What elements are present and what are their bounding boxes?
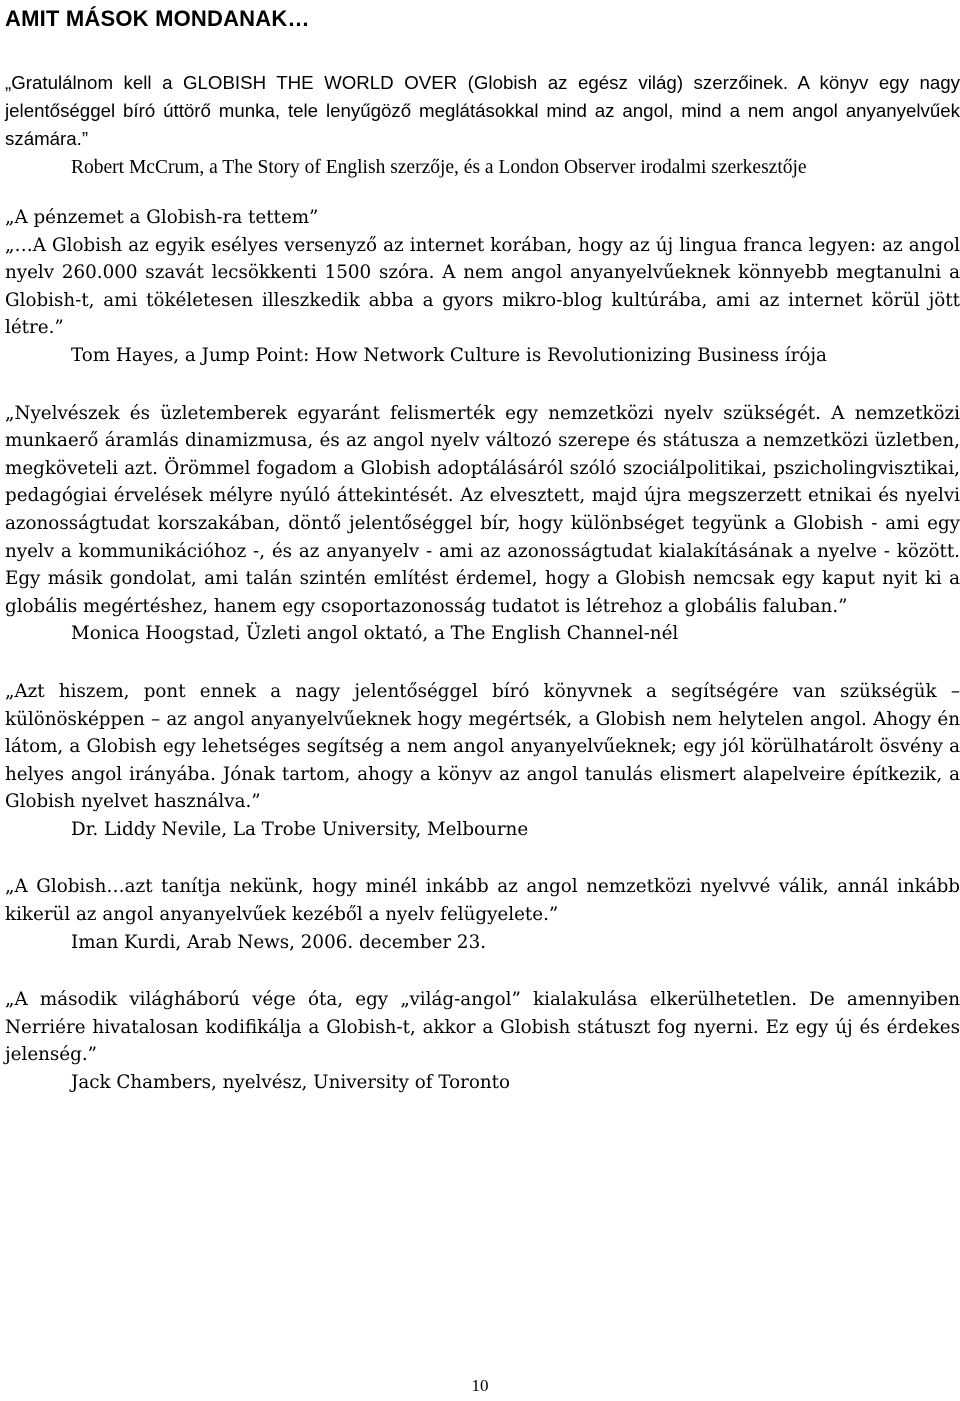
page-title: AMIT MÁSOK MONDANAK… [5,6,310,31]
quote-attribution: Robert McCrum, a The Story of English szerzője, és a London Observer irodalmi szerkesztője [71,157,807,178]
quote-headline: „A pénzemet a Globish-ra tettem” [5,207,319,228]
quote-block-hayes [5,204,960,370]
document-page [5,5,960,1125]
quote-text: „…A Globish az egyik esélyes versenyző az internet korában, hogy az új lingua franca legyen: az angol nyelv 260.000 szavát lecsökkenti 1500 szóra. A nem angol anyanyelvűeknek könnyebb megtanulni a Globish-t, ami tökéletesen illeszkedik abba a gyors mikro-blog kultúrába, ami az internet körül jött létre.” [5,234,960,339]
quote-text: „Gratulálnom kell a GLOBISH THE WORLD OVER (Globish az egész világ) szerzőinek. A könyv egy nagy jelentőséggel bíró úttörő munka, tele lenyűgöző meglátásokkal mind az angol, mind a nem angol anyanyelvűek számára.” [5,72,960,149]
quote-text: „Azt hiszem, pont ennek a nagy jelentőséggel bíró könyvnek a segítségére van szükségük – különösképpen – az angol anyanyelvűeknek hogy megértsék, a Globish nem helytelen angol. Ahogy én látom, a Globish egy lehetséges segítség a nem angol anyanyelvűeknek; egy jól körülhatárolt ösvény a helyes angol irányába. Jónak tartom, ahogy a könyv az angol tanulás elismert alapelveire építkezik, a Globish nyelvet használva.” [5,680,960,813]
quote-block-hoogstad [5,400,960,648]
quote-attribution: Jack Chambers, nyelvész, University of Toronto [71,1072,511,1094]
quote-attribution: Tom Hayes, a Jump Point: How Network Culture is Revolutionizing Business írója [71,344,827,366]
quote-block-mccrum [5,69,960,182]
page-number: 10 [471,1376,489,1395]
quote-attribution: Dr. Liddy Nevile, La Trobe University, Melbourne [71,818,529,840]
quote-text: „A második világháború vége óta, egy „világ-angol” kialakulása elkerülhetetlen. De amennyiben Nerriére hivatalosan kodifikálja a Globish-t, akkor a Globish státuszt fog nyerni. Ez egy új és érdekes jelenség.” [5,989,960,1066]
quote-attribution: Iman Kurdi, Arab News, 2006. december 23. [71,931,487,953]
quote-block-nevile [5,678,960,844]
quote-text: „A Globish…azt tanítja nekünk, hogy minél inkább az angol nemzetközi nyelvvé válik, annál inkább kikerül az angol anyanyelvűek kezéből a nyelv felügyelete.” [5,876,960,926]
quote-block-chambers [5,986,960,1096]
quote-attribution: Monica Hoogstad, Üzleti angol oktató, a The English Channel-nél [71,623,679,645]
quote-block-kurdi [5,873,960,956]
quote-text: „Nyelvészek és üzletemberek egyaránt felismerték egy nemzetközi nyelv szükségét. A nemzetközi munkaerő áramlás dinamizmusa, és az angol nyelv változó szerepe és státusza a nemzetközi üzletben, megköveteli azt. Örömmel fogadom a Globish adoptálásáról szóló szociálpolitikai, pszicholingvisztikai, pedagógiai érvelések mélyre nyúló áttekintését. Az elvesztett, majd újra megszerzett etnikai és nyelvi azonosságtudat korszakában, döntő jelentőséggel bír, hogy különbséget tegyünk a Globish - ami egy nyelv a kommunikációhoz -, és az anyanyelv - ami az azonosságtudat kialakításának a nyelve - között. Egy másik gondolat, ami talán szintén említést érdemel, hogy a Globish nemcsak egy kaput nyit ki a globális megértéshez, hanem egy csoportazonosság tudatot is létrehoz a globális faluban.” [5,402,960,617]
